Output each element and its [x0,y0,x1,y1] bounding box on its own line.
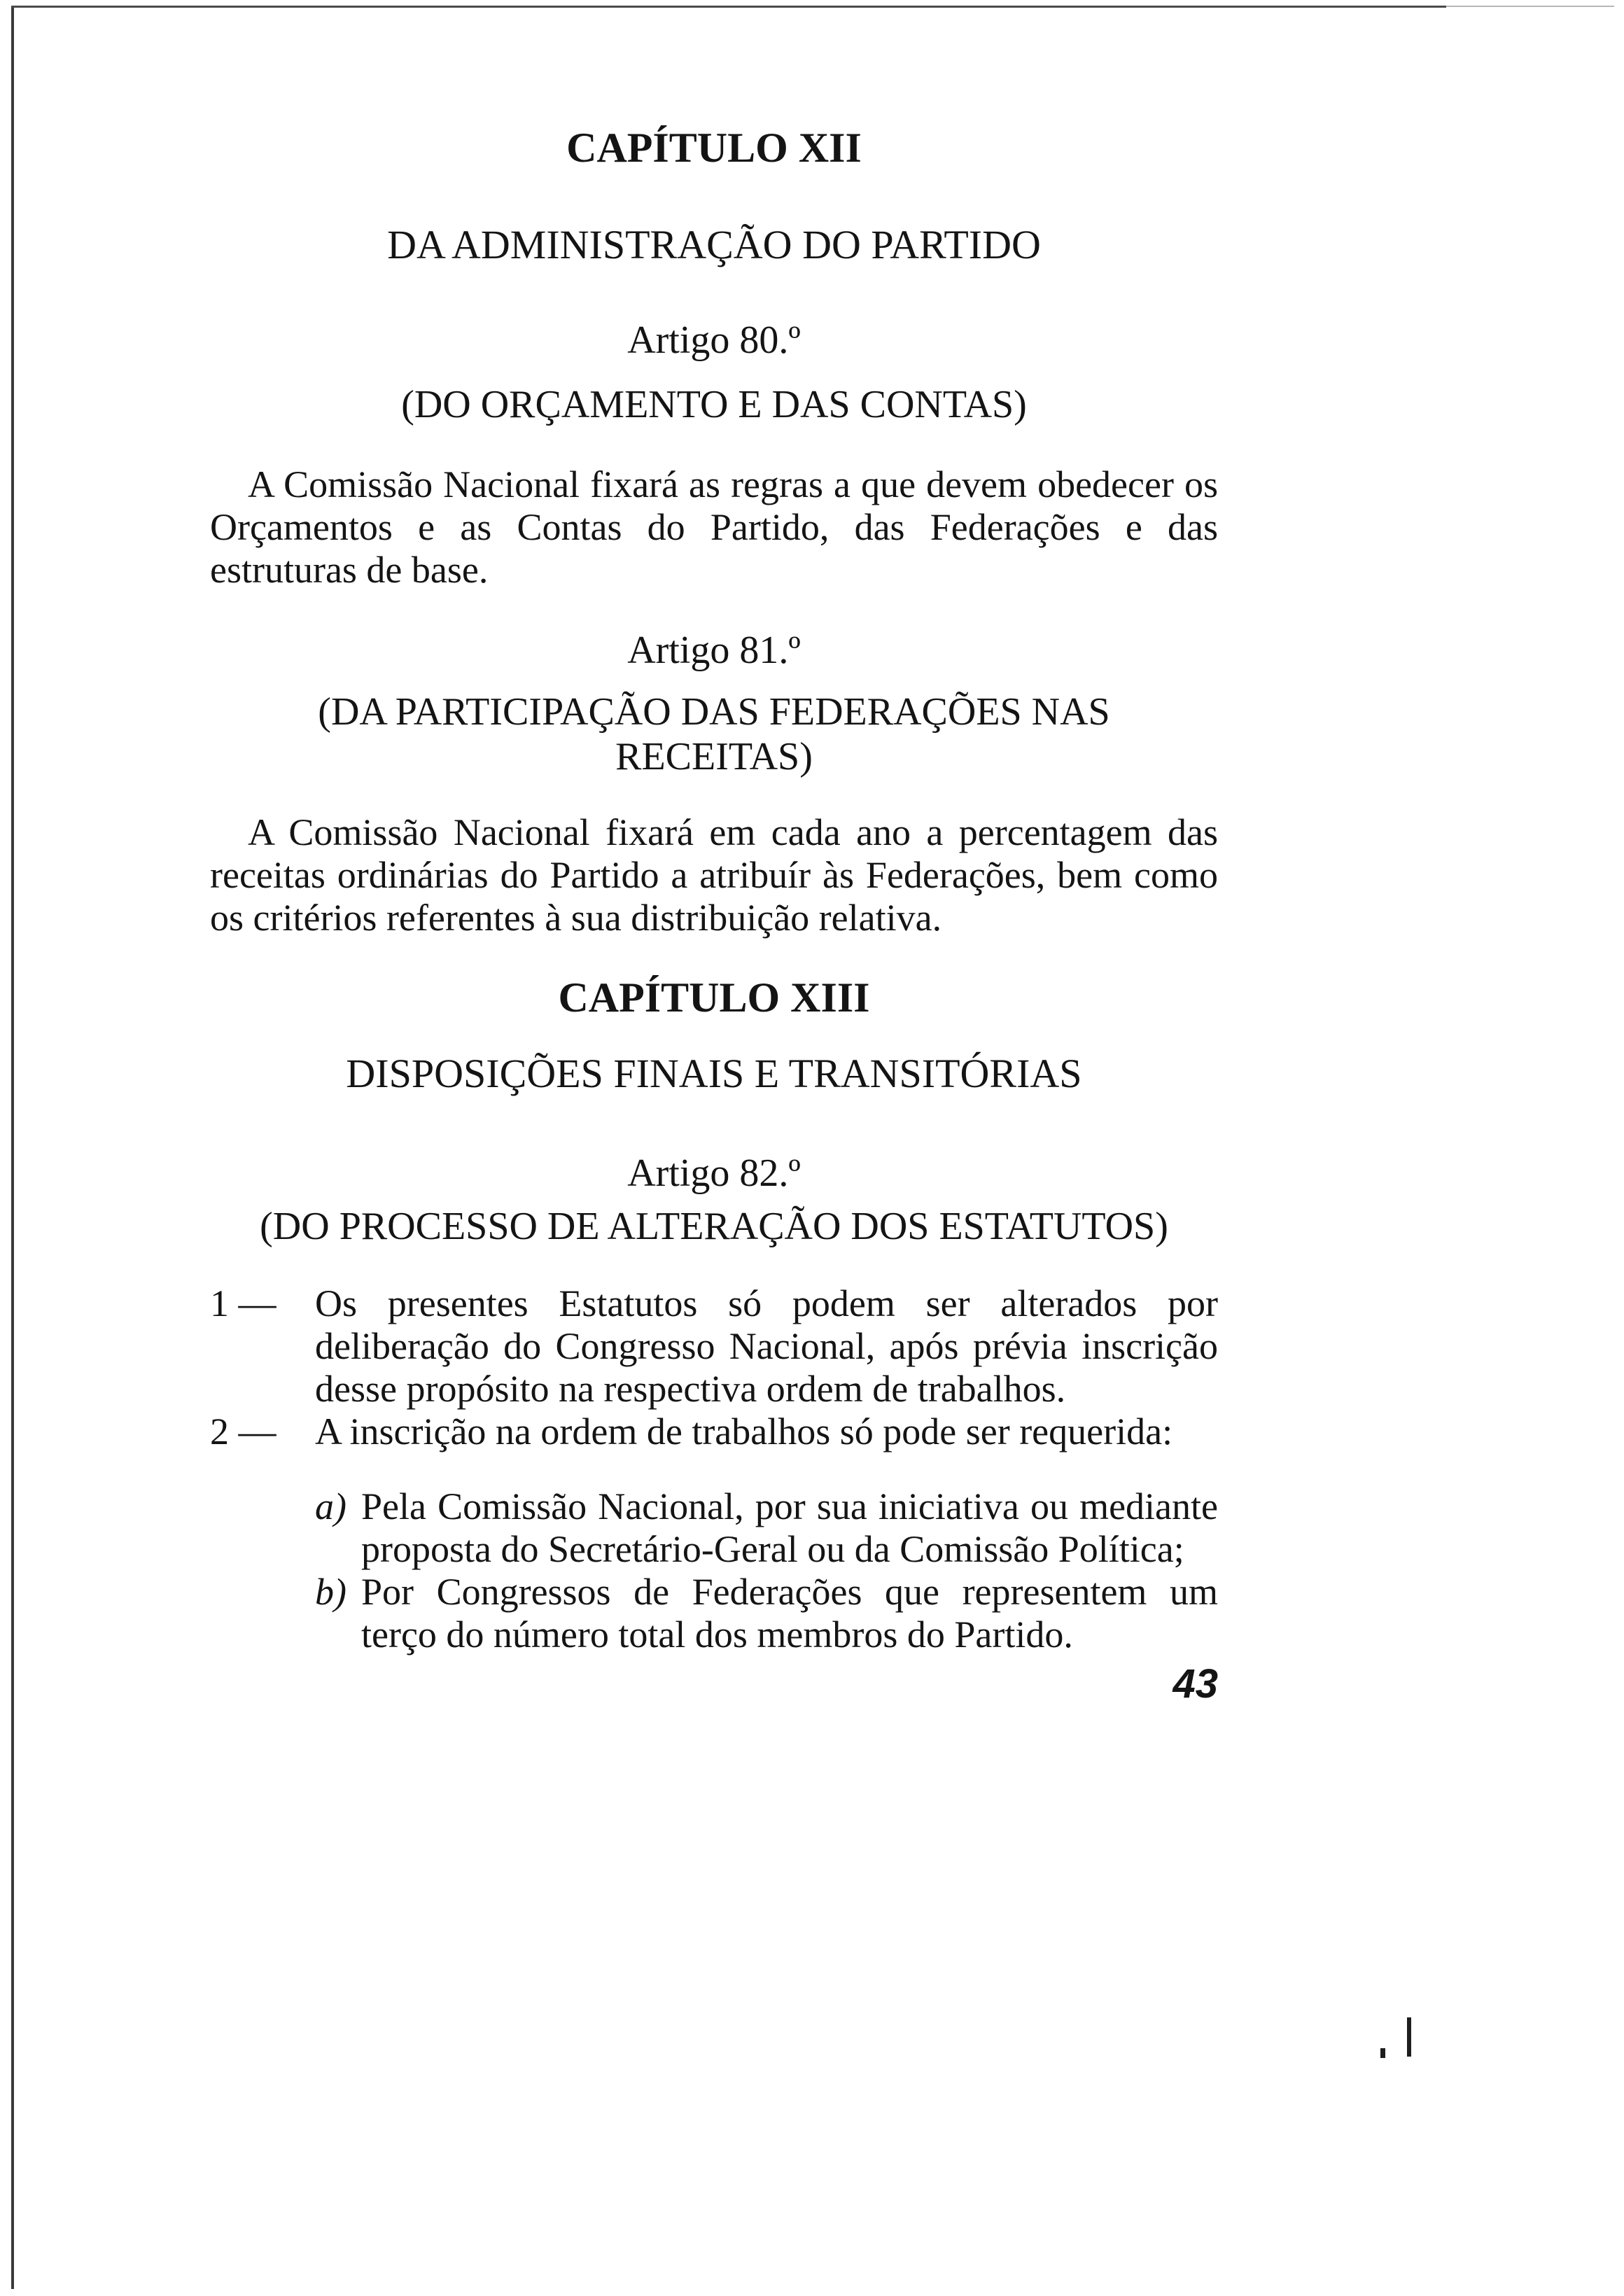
sub-item-label: a) [315,1485,346,1527]
page-content [210,105,1218,1707]
scan-edge-left [11,7,14,2289]
sub-list-item [315,1485,1218,1571]
page-number: 43 [1172,1661,1218,1707]
article-81-label: Artigo 81.º [627,629,801,672]
article-80-label: Artigo 80.º [627,318,801,362]
chapter-12-title: DA ADMINISTRAÇÃO DO PARTIDO [387,222,1041,267]
article-80-text: A Comissão Nacional fixará as regras a que devem obedecer os Orçamentos e as Contas do Partido, das Federações e das estruturas de base. [210,463,1218,591]
scan-edge-top [11,6,1446,8]
article-82-list [210,1282,1218,1656]
item-text: A inscrição na ordem de trabalhos só pode ser requerida: [315,1410,1173,1452]
chapter-12-heading: CAPÍTULO XII [566,125,862,171]
list-item [210,1410,1218,1453]
article-80-title: (DO ORÇAMENTO E DAS CONTAS) [401,383,1027,426]
article-82-label: Artigo 82.º [627,1152,801,1195]
sub-item-text: Pela Comissão Nacional, por sua iniciativa ou mediante proposta do Secretário-Geral ou da Comissão Política; [361,1485,1218,1570]
item-text: Os presentes Estatutos só podem ser alterados por deliberação do Congresso Nacional, após prévia inscrição desse propósito na respectiva ordem de trabalhos. [315,1282,1218,1410]
item-number: 1 — [210,1282,276,1324]
list-item [210,1282,1218,1410]
article-82-title: (DO PROCESSO DE ALTERAÇÃO DOS ESTATUTOS) [260,1205,1168,1248]
sub-item-text: Por Congressos de Federações que representem um terço do número total dos membros do Partido. [361,1571,1218,1656]
sub-list-item [315,1571,1218,1656]
scan-mark [1407,2017,1411,2057]
sub-item-label: b) [315,1571,346,1613]
scan-dot [1380,2048,1385,2058]
article-81-text: A Comissão Nacional fixará em cada ano a percentagem das receitas ordinárias do Partido a atribuír às Federações, bem como os critérios referentes à sua distribuição relativa. [210,811,1218,939]
chapter-13-heading: CAPÍTULO XIII [558,974,870,1021]
item-number: 2 — [210,1410,276,1452]
scan-edge-top-faded [1446,6,1614,7]
article-81-title: (DA PARTICIPAÇÃO DAS FEDERAÇÕES NAS RECEITAS) [318,690,1110,778]
sub-list [210,1485,1218,1656]
chapter-13-title: DISPOSIÇÕES FINAIS E TRANSITÓRIAS [346,1051,1082,1096]
